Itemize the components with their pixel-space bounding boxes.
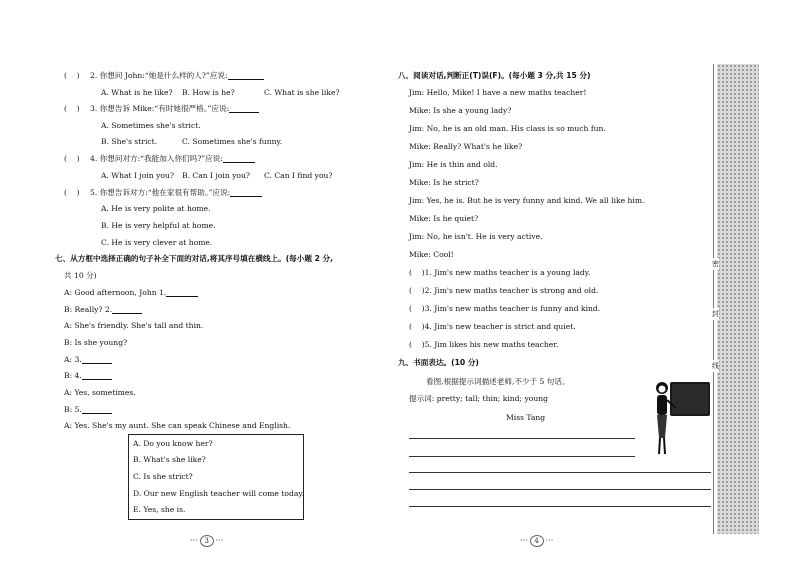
seal-strip-pattern (717, 64, 759, 534)
dialog-line: A: Yes, sometimes. (64, 388, 136, 397)
option-c: C. Is she strict? (133, 472, 193, 481)
q3-option-a: A. Sometimes she's strict. (101, 121, 201, 130)
q4-option-b: B. Can I join you? (182, 171, 250, 180)
dialog-line: Jim: Hello, Mike! I have a new maths teacher! (409, 88, 587, 97)
dialog-line: Mike: Is she a young lady? (409, 106, 512, 115)
dialog-line: Mike: Is he quiet? (409, 214, 479, 223)
tf-item-1[interactable]: ( )1. Jim's new maths teacher is a young lady. (409, 268, 591, 277)
dialog-line: A: 3. (64, 355, 112, 364)
q4-option-a: A. What I join you? (101, 171, 174, 180)
dialog-line: Mike: Is he strict? (409, 178, 479, 187)
seal-line (713, 64, 714, 534)
picture-caption: Miss Tang (506, 413, 546, 422)
dialog-line: B: 5. (64, 405, 112, 414)
dialog-line: Mike: Really? What's he like? (409, 142, 523, 151)
dialog-line: B: 4. (64, 371, 112, 380)
tf-item-3[interactable]: ( )3. Jim's new maths teacher is funny and kind. (409, 304, 601, 313)
tf-item-5[interactable]: ( )5. Jim likes his new maths teacher. (409, 340, 559, 349)
answer-blank-4[interactable] (82, 372, 112, 380)
dialog-line: A: Good afternoon, John 1. (64, 288, 198, 297)
q5-stem: 5. 你想告诉对方:“他在家很有帮助。”应说: (90, 188, 262, 197)
answer-blank-3[interactable] (82, 356, 112, 364)
q5-option-b: B. He is very helpful at home. (101, 221, 216, 230)
options-box (128, 434, 304, 520)
section9-title: 九、书面表达。(10 分) (398, 358, 479, 367)
section7-title: 七、从方框中选择正确的句子补全下面的对话,将其序号填在横线上。(每小题 2 分, (55, 254, 333, 263)
hint-words: 提示词: pretty; tall; thin; kind; young (409, 394, 549, 403)
section8-title: 八、阅读对话,判断正(T)误(F)。(每小题 3 分,共 15 分) (398, 71, 591, 80)
page-number-left: ··· 3 ··· (190, 536, 224, 545)
section7-title-cont: 共 10 分) (64, 271, 97, 280)
q4-paren[interactable]: ( ) (64, 154, 80, 163)
option-e: E. Yes, she is. (133, 505, 186, 514)
q5-paren[interactable]: ( ) (64, 188, 80, 197)
seal-char-mi: 密 (712, 260, 719, 268)
q3-option-b: B. She's strict. (101, 137, 158, 146)
answer-blank-2[interactable] (112, 306, 142, 314)
answer-blank-1[interactable] (166, 289, 198, 297)
q3-stem: 3. 你想告诉 Mike:“有时她很严格。”应说: (90, 104, 259, 113)
dialog-line: A: Yes. She's my aunt. She can speak Chinese and English. (64, 421, 291, 430)
q2-option-a: A. What is he like? (101, 88, 173, 97)
q2-option-b: B. How is he? (182, 88, 235, 97)
dialog-line: Jim: He is thin and old. (409, 160, 498, 169)
dialog-line: A: She's friendly. She's tall and thin. (64, 321, 204, 330)
seal-char-feng: 封 (712, 310, 719, 318)
q5-option-c: C. He is very clever at home. (101, 238, 213, 247)
dialog-line: Mike: Cool! (409, 250, 454, 259)
tf-item-4[interactable]: ( )4. Jim's new teacher is strict and quiet. (409, 322, 576, 331)
writing-line[interactable] (409, 456, 635, 457)
dialog-line: B: Is she young? (64, 338, 128, 347)
q2-stem: 2. 你想问 John:“她是什么样的人?”应说: (90, 71, 264, 80)
writing-line[interactable] (409, 472, 711, 473)
dialog-line: Jim: Yes, he is. But he is very funny and kind. We all like him. (409, 196, 645, 205)
writing-line[interactable] (409, 506, 711, 507)
answer-blank-5[interactable] (82, 406, 112, 414)
writing-line[interactable] (409, 489, 711, 490)
dialog-line: Jim: No, he is an old man. His class is so much fun. (409, 124, 606, 133)
q2-option-c: C. What is she like? (264, 88, 340, 97)
teacher-illustration (652, 378, 712, 458)
q2-paren[interactable]: ( ) (64, 71, 80, 80)
seal-char-xian: 线 (712, 362, 719, 370)
writing-instruction: 看图,根据提示词描述老师,不少于 5 句话。 (426, 377, 570, 386)
option-d: D. Our new English teacher will come today. (133, 489, 305, 498)
q3-option-c: C. Sometimes she's funny. (182, 137, 283, 146)
option-a: A. Do you know her? (133, 439, 213, 448)
q4-stem: 4. 你想问对方:“我能加入你们吗?”应说: (90, 154, 255, 163)
q5-option-a: A. He is very polite at home. (101, 204, 211, 213)
page-number-right: ··· 4 ··· (520, 536, 554, 545)
tf-item-2[interactable]: ( )2. Jim's new maths teacher is strong and old. (409, 286, 599, 295)
q4-option-c: C. Can I find you? (264, 171, 333, 180)
writing-line[interactable] (409, 438, 635, 439)
dialog-line: Jim: No, he isn't. He is very active. (409, 232, 543, 241)
option-b: B. What's she like? (133, 455, 206, 464)
dialog-line: B: Really? 2. (64, 305, 142, 314)
q3-paren[interactable]: ( ) (64, 104, 80, 113)
